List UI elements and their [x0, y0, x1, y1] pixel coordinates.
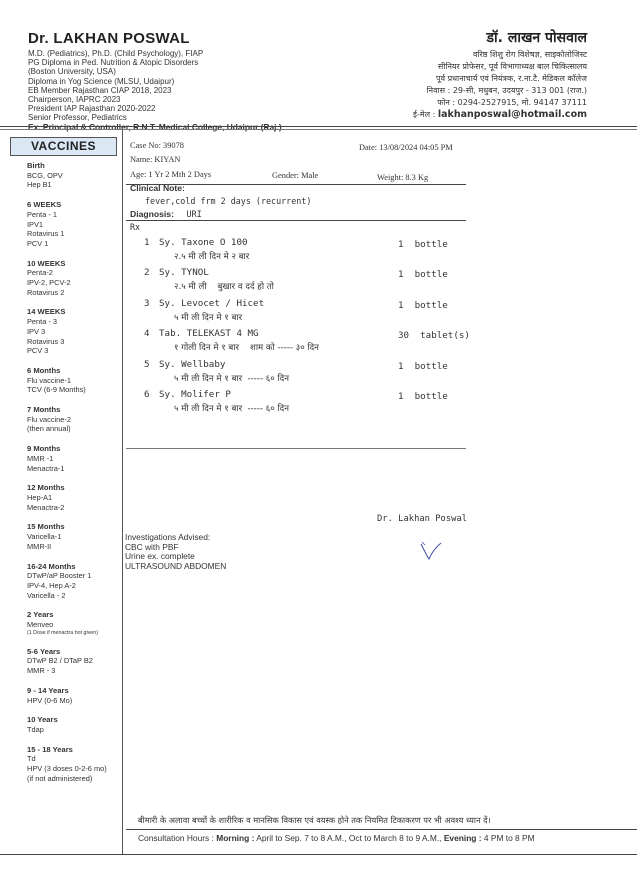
dosage-instruction: १ गोली दिन मे १ बार शाम को ----- ३० दिन: [174, 343, 319, 353]
vaccine-group: [27, 715, 132, 734]
drug-name: Sy. Molifer P: [159, 389, 231, 400]
quantity: 1 bottle: [398, 361, 448, 372]
diagnosis-value: URI: [186, 210, 202, 220]
vaccine-item: Penta - 3: [27, 317, 57, 327]
drug-name: Tab. TELEKAST 4 MG: [159, 328, 259, 339]
prescription-number: 1: [144, 237, 150, 248]
vaccine-item: (then annual): [27, 424, 71, 434]
vaccine-group: [27, 444, 132, 473]
quantity: 1 bottle: [398, 300, 448, 311]
dosage-instruction: २.५ मी ली बुखार व दर्द हो तो: [174, 282, 274, 292]
vaccine-age: 16-24 Months: [27, 561, 76, 571]
quantity: 1 bottle: [398, 239, 448, 250]
quantity: 1 bottle: [398, 269, 448, 280]
investigations-section: [125, 533, 226, 571]
vaccine-item: MMR - 3: [27, 666, 56, 676]
evening-hours: 4 PM to 8 PM: [483, 833, 535, 843]
vaccines-title: VACCINES: [10, 137, 117, 156]
diagnosis-line: [130, 209, 202, 220]
clinical-note: fever,cold frm 2 days (recurrent): [145, 196, 312, 206]
credential-line: [28, 123, 328, 132]
vaccine-item: Penta-2: [27, 268, 53, 278]
footer-bottom-divider: [0, 854, 637, 855]
vaccine-item: MMR-II: [27, 541, 52, 551]
vaccine-group: [27, 161, 132, 190]
vaccine-note: (1 Dose if menactra hot given): [27, 629, 98, 636]
dosage-instruction: ५ मी ली दिन मे १ बार ----- ६० दिन: [174, 404, 290, 414]
vaccine-item: Hep B1: [27, 180, 52, 190]
header-divider: [0, 126, 637, 127]
doctor-header-hindi: [257, 28, 587, 121]
vaccine-item: MMR -1: [27, 453, 54, 463]
vaccine-group: [27, 483, 132, 512]
signature-mark: [418, 540, 444, 562]
credential-line: PG Diploma in Ped. Nutrition & Atopic Disorders: [28, 58, 199, 68]
email-label: ई-मेल :: [413, 110, 436, 119]
vaccine-item: (if not administered): [27, 773, 93, 783]
vaccine-group: [27, 686, 132, 705]
investigation-item: Urine ex. complete: [125, 551, 195, 562]
credential-line: EB Member Rajasthan CIAP 2018, 2023: [28, 85, 172, 95]
vaccine-group: [27, 259, 132, 298]
credential-line: (Boston University, USA): [28, 67, 116, 77]
vaccine-group: [27, 405, 132, 434]
vaccine-age: 10 Years: [27, 715, 58, 725]
prescription-number: 6: [144, 389, 150, 400]
prescription-item: [144, 328, 474, 356]
dosage-instruction: २.५ मी ली दिन मे २ बार: [174, 252, 250, 262]
credential-line-hindi: पूर्व प्रधानाचार्य एवं नियंत्रक, र.ना.टै. मेडिकल कॉलेज: [436, 74, 587, 83]
investigations-label: Investigations Advised:: [125, 532, 211, 542]
vaccine-group: [27, 307, 132, 356]
vaccine-item: DTwP B2 / DTaP B2: [27, 656, 93, 666]
vaccine-group: [27, 562, 132, 601]
vaccine-item: Rotavirus 1: [27, 229, 65, 239]
diagnosis-label: Diagnosis:: [130, 209, 174, 219]
credential-line: Senior Professor, Pediatrics: [28, 113, 127, 123]
vaccine-age: Birth: [27, 161, 45, 170]
credential-line: Diploma in Yog Science (MLSU, Udaipur): [28, 76, 175, 86]
vaccine-item: Flu vaccine-2: [27, 414, 71, 424]
vaccine-item: Tdap: [27, 724, 44, 734]
vaccine-group: [27, 366, 132, 395]
prescription-item: [144, 267, 474, 295]
quantity: 1 bottle: [398, 391, 448, 402]
prescription-item: [144, 389, 474, 417]
vaccine-item: IPV1: [27, 219, 44, 229]
vaccine-age: 2 Years: [27, 610, 54, 620]
vaccine-age: 14 WEEKS: [27, 307, 66, 317]
vaccine-group: [27, 610, 132, 636]
dosage-instruction: ५ मी ली दिन मे १ बार ----- ६० दिन: [174, 374, 290, 384]
vaccine-age: 6 Months: [27, 365, 61, 375]
vaccine-item: IPV-2, PCV-2: [27, 278, 71, 288]
vaccine-item: IPV-4, Hep A-2: [27, 580, 76, 590]
prescription-divider: [126, 448, 466, 449]
credential-line-hindi: निवास : 29-सी, मधुबन, उदयपुर - 313 001 (राज.): [426, 86, 587, 95]
visit-date: Date: 13/08/2024 04:05 PM: [359, 143, 453, 152]
vaccine-item: HPV (3 doses 0-2-6 mo): [27, 764, 107, 774]
prescription-number: 3: [144, 298, 150, 309]
vaccine-group: [27, 647, 132, 676]
header-divider-2: [0, 129, 637, 130]
vaccine-item: Rotavirus 3: [27, 336, 65, 346]
prescription-number: 2: [144, 267, 150, 278]
vaccine-item: TCV (6-9 Months): [27, 385, 86, 395]
vaccine-item: DTwP/aP Booster 1: [27, 571, 92, 581]
hours-label: Consultation Hours :: [138, 833, 214, 843]
email-address[interactable]: lakhanposwal@hotmail.com: [437, 109, 587, 120]
consultation-hours: [138, 833, 535, 843]
vaccine-item: Menactra-1: [27, 463, 65, 473]
morning-hours: April to Sep. 7 to 8 A.M., Oct to March 8 to 9 A.M.,: [256, 833, 442, 843]
dosage-instruction: ५ मी ली दिन मे १ बार: [174, 313, 243, 323]
vaccine-item: Hep-A1: [27, 492, 53, 502]
vaccine-item: HPV (0-6 Mo): [27, 695, 73, 705]
prescription-number: 4: [144, 328, 150, 339]
credential-line: M.D. (Pediatrics), Ph.D. (Child Psychology), FIAP: [28, 49, 204, 58]
doctor-name: Dr. LAKHAN POSWAL: [28, 30, 190, 47]
credential-line: Chairperson, IAPRC 2023: [28, 95, 121, 105]
drug-name: Sy. Wellbaby: [159, 359, 226, 370]
rx-label: Rx: [130, 222, 141, 232]
case-number: Case No: 39078: [130, 141, 184, 150]
vaccine-item: Varicella-1: [27, 532, 62, 542]
vaccine-age: 5-6 Years: [27, 646, 61, 656]
vaccine-item: PCV 3: [27, 346, 49, 356]
vaccine-age: 9 - 14 Years: [27, 685, 69, 695]
credential-line: President IAP Rajasthan 2020-2022: [28, 104, 156, 114]
vaccine-item: PCV 1: [27, 238, 49, 248]
prescription-item: [144, 359, 474, 387]
credential-line-hindi: सीनियर प्रोफेसर, पूर्व विभागाध्यक्ष बाल चिकित्सालय: [437, 62, 587, 71]
doctor-name-hindi: डॉ. लाखन पोसवाल: [486, 30, 587, 46]
vaccine-item: BCG, OPV: [27, 170, 63, 180]
vaccine-item: Td: [27, 754, 36, 764]
vaccine-group: [27, 522, 132, 551]
vaccine-item: Rotavirus 2: [27, 287, 65, 297]
vaccine-item: IPV 3: [27, 326, 46, 336]
investigation-item: CBC with PBF: [125, 541, 179, 552]
drug-name: Sy. Levocet / Hicet: [159, 298, 265, 309]
morning-label: Morning :: [216, 833, 255, 843]
patient-age: Age: 1 Yr 2 Mth 2 Days: [130, 170, 212, 179]
patient-name: Name: KIYAN: [130, 155, 181, 164]
vaccine-age: 12 Months: [27, 483, 65, 493]
patient-gender: Gender: Male: [272, 171, 319, 180]
prescription-item: [144, 237, 474, 265]
credential-line-hindi: फोन : 0294-2527915, मो. 94147 37111: [437, 98, 587, 107]
quantity: 30 tablet(s): [398, 330, 470, 341]
vaccine-age: 15 - 18 Years: [27, 744, 73, 754]
vaccine-age: 15 Months: [27, 522, 65, 532]
vaccine-item: Menactra-2: [27, 502, 65, 512]
vaccine-item: Penta - 1: [27, 209, 57, 219]
evening-label: Evening :: [443, 833, 482, 843]
credential-line-hindi: वरिष्ठ शिशु रोग विशेषज्ञ, साइकोलोजिस्ट: [472, 50, 587, 59]
diagnosis-divider: [126, 220, 466, 221]
vaccine-age: 10 WEEKS: [27, 258, 66, 268]
vaccine-age: 6 WEEKS: [27, 200, 62, 210]
signature-name: Dr. Lakhan Poswal: [377, 514, 468, 524]
email-line: [257, 109, 587, 121]
vaccine-item: Varicella - 2: [27, 590, 66, 600]
vaccine-item: Flu vaccine-1: [27, 375, 71, 385]
footer-divider: [126, 829, 637, 830]
vaccine-group: [27, 745, 132, 784]
vaccine-group: [27, 200, 132, 249]
vaccine-schedule: [27, 161, 132, 793]
vaccine-age: 9 Months: [27, 444, 61, 454]
prescription-number: 5: [144, 359, 150, 370]
footer-advice: बीमारी के अलावा बच्चों के शारीरिक व मानसिक विकास एवं वयस्क होने तक नियमित टिकाकरण पर भी अवश्य ध्यान दें।: [138, 815, 491, 825]
patient-weight: Weight: 8.3 Kg: [377, 173, 429, 182]
drug-name: Sy. TYNOL: [159, 267, 209, 278]
drug-name: Sy. Taxone O 100: [159, 237, 248, 248]
vaccine-age: 7 Months: [27, 405, 61, 415]
prescription-item: [144, 298, 474, 326]
clinical-note-label: Clinical Note:: [130, 183, 185, 193]
investigation-item: ULTRASOUND ABDOMEN: [125, 560, 227, 571]
vaccine-item: Menveo: [27, 620, 54, 630]
